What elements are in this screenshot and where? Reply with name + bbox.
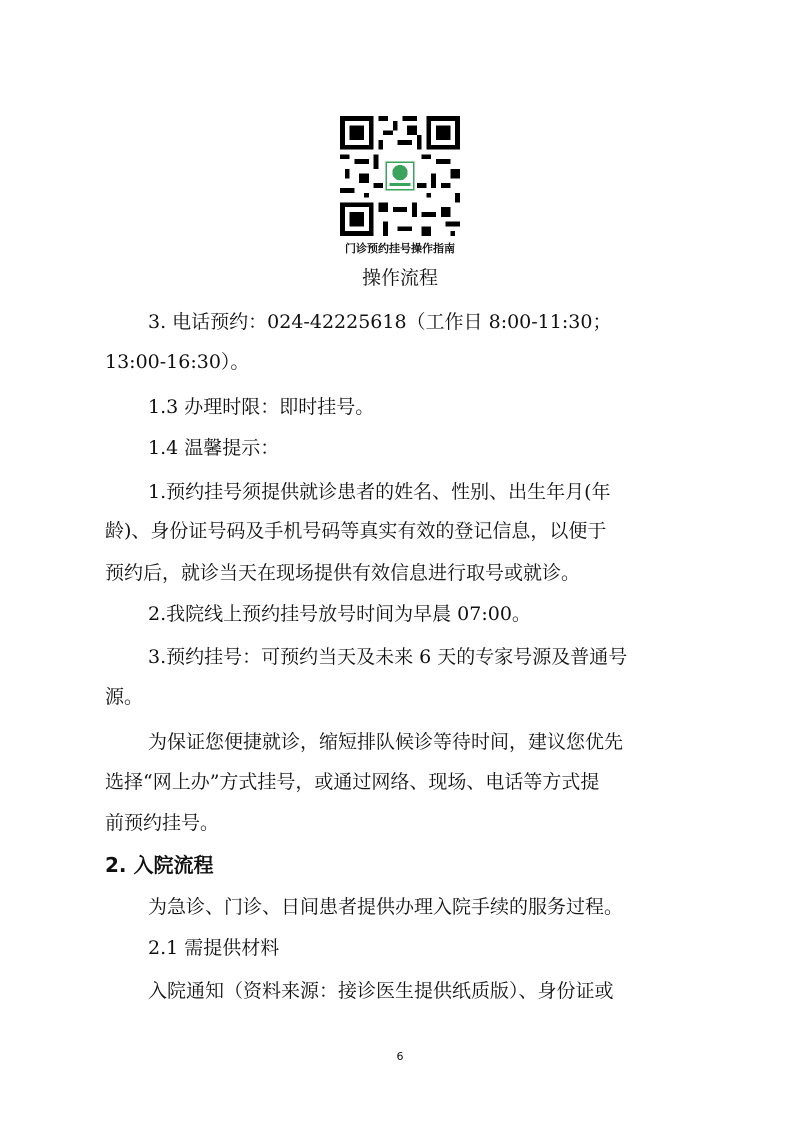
paragraph-line: 为保证您便捷就诊，缩短排队候诊等待时间，建议您优先 <box>148 731 624 753</box>
paragraph-line: 前预约挂号。 <box>105 812 220 834</box>
paragraph-line: 1.3 办理时限：即时挂号。 <box>148 396 375 418</box>
qr-caption: 门诊预约挂号操作指南 <box>345 242 455 255</box>
page-number: 6 <box>396 1050 404 1063</box>
paragraph-line: 源。 <box>105 686 144 708</box>
section-heading: 2. 入院流程 <box>105 853 214 877</box>
paragraph-line: 龄)、身份证号码及手机号码等真实有效的登记信息，以便于 <box>105 520 607 542</box>
figure-caption: 操作流程 <box>361 267 438 289</box>
paragraph-line: 1.预约挂号须提供就诊患者的姓名、性别、出生年月(年 <box>148 481 611 503</box>
paragraph-line: 3.预约挂号：可预约当天及未来 6 天的专家号源及普通号 <box>148 646 628 668</box>
paragraph-line: 2.我院线上预约挂号放号时间为早晨 07:00。 <box>148 603 531 625</box>
qr-code-icon <box>340 116 460 236</box>
paragraph-line: 预约后，就诊当天在现场提供有效信息进行取号或就诊。 <box>105 562 581 584</box>
subsection-heading: 2.1 需提供材料 <box>148 937 280 959</box>
paragraph-line: 为急诊、门诊、日间患者提供办理入院手续的服务过程。 <box>148 896 624 918</box>
paragraph-line: 3. 电话预约：024-42225618（工作日 8:00-11:30； <box>148 311 612 333</box>
paragraph-line: 1.4 温馨提示： <box>148 437 280 459</box>
paragraph-line: 13:00-16:30）。 <box>105 351 250 373</box>
paragraph-line: 入院通知（资料来源：接诊医生提供纸质版）、身份证或 <box>148 980 614 1002</box>
paragraph-line: 选择“网上办”方式挂号，或通过网络、现场、电话等方式提 <box>105 771 600 793</box>
